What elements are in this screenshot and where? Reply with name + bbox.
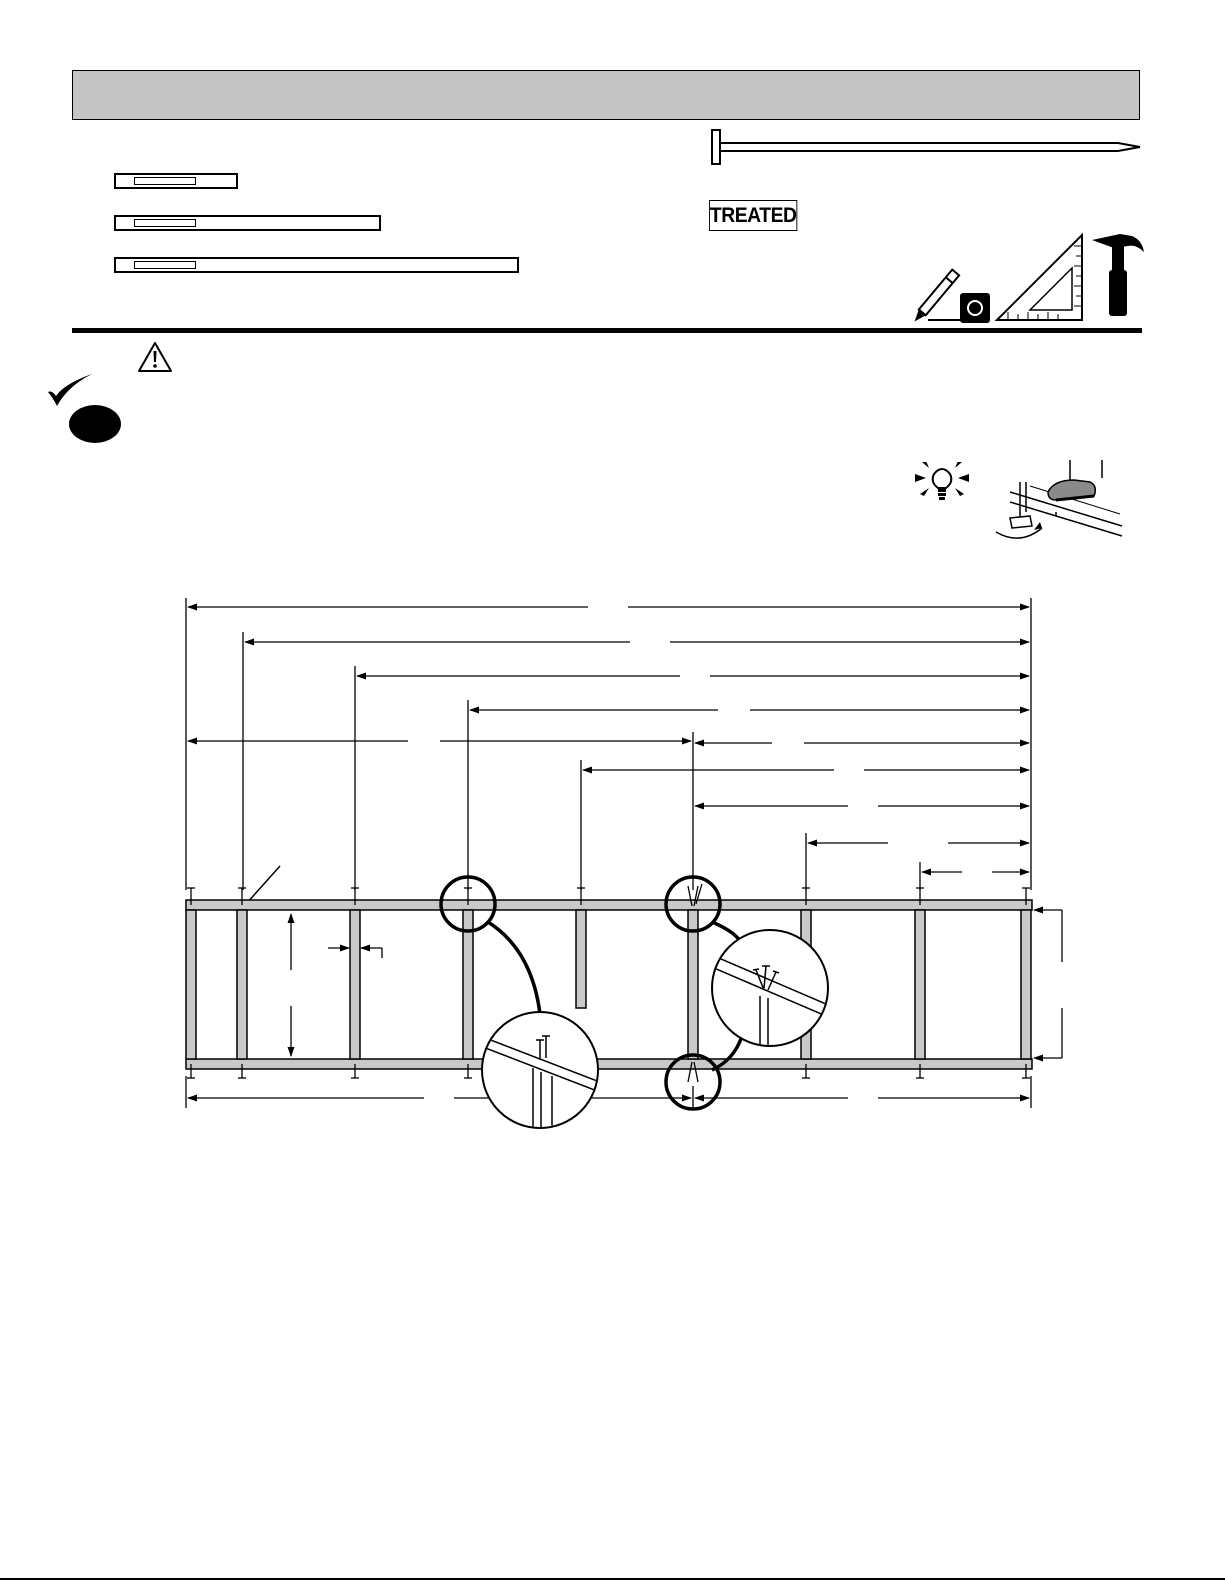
speed-square-icon bbox=[994, 232, 1086, 324]
treated-lumber-icon: TREATED bbox=[709, 200, 797, 231]
lumber-label-tag bbox=[134, 261, 196, 269]
page-footer-rule bbox=[0, 1578, 1225, 1580]
checkmark-icon bbox=[44, 372, 96, 408]
lumber-piece-medium bbox=[114, 215, 381, 231]
lumber-piece-long bbox=[114, 257, 519, 273]
tape-measure-icon bbox=[928, 290, 994, 326]
stud bbox=[237, 910, 247, 1059]
detail-bubble-top-plate-nail bbox=[470, 1012, 610, 1140]
light-bulb-tip-icon bbox=[912, 462, 972, 506]
bottom-plate bbox=[186, 1059, 1032, 1069]
lumber-label-tag bbox=[134, 219, 196, 227]
hammer-icon bbox=[1090, 230, 1146, 320]
lumber-label-tag bbox=[134, 177, 196, 185]
step-number-badge bbox=[68, 404, 122, 444]
wall-frame bbox=[186, 900, 1032, 1069]
top-plate-leader bbox=[246, 866, 280, 904]
stud bbox=[1021, 910, 1031, 1059]
nail-marks bbox=[187, 884, 1030, 1082]
stud bbox=[350, 910, 360, 1059]
stud bbox=[186, 910, 196, 1059]
section-divider bbox=[72, 328, 1142, 333]
foot-brace-nailing-illustration bbox=[990, 456, 1124, 548]
nail-icon bbox=[708, 126, 1148, 166]
lumber-piece-short bbox=[114, 173, 238, 189]
section-header-band bbox=[72, 70, 1140, 120]
stud-partial bbox=[576, 910, 586, 1008]
detail-bubble-toenail bbox=[700, 930, 840, 1060]
top-plate bbox=[186, 900, 1032, 910]
dimension-lines-top bbox=[186, 598, 1031, 890]
wall-frame-diagram bbox=[0, 590, 1225, 1150]
warning-triangle-icon bbox=[136, 340, 174, 374]
stud bbox=[915, 910, 925, 1059]
